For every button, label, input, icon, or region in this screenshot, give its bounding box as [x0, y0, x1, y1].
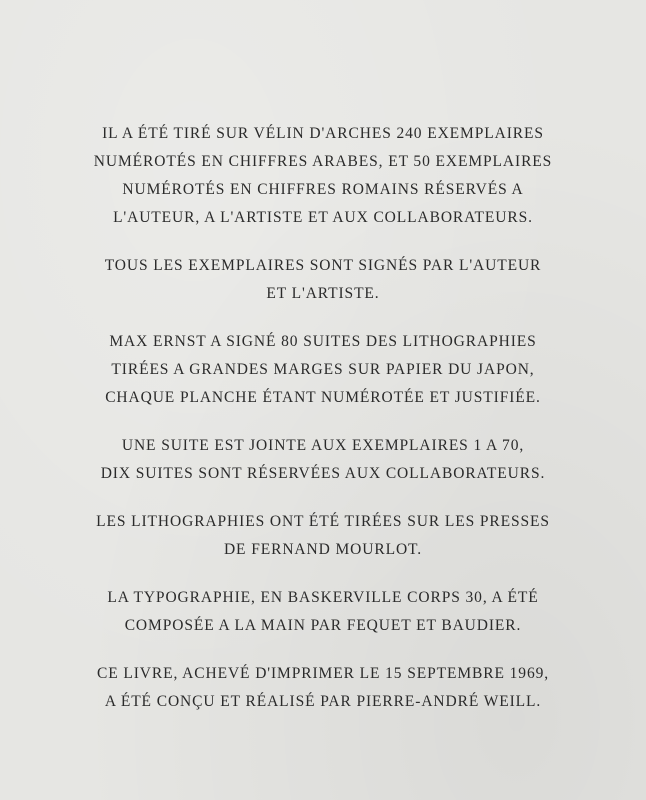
text-line: NUMÉROTÉS EN CHIFFRES ARABES, ET 50 EXEMPLAIRES	[93, 153, 553, 170]
paragraph-lithograph-suites	[63, 328, 583, 412]
paragraph-printer	[63, 508, 583, 564]
text-line: LES LITHOGRAPHIES ONT ÉTÉ TIRÉES SUR LES PRESSES	[96, 513, 550, 530]
text-line: CHAQUE PLANCHE ÉTANT NUMÉROTÉE ET JUSTIFIÉE.	[105, 389, 541, 406]
text-line: L'AUTEUR, A L'ARTISTE ET AUX COLLABORATEURS.	[113, 209, 533, 226]
text-line: ET L'ARTISTE.	[266, 285, 380, 302]
colophon-text-block	[63, 120, 583, 716]
paragraph-suite-distribution	[63, 432, 583, 488]
text-line: TIRÉES A GRANDES MARGES SUR PAPIER DU JAPON,	[111, 361, 535, 378]
text-line: DE FERNAND MOURLOT.	[223, 541, 423, 558]
text-line: A ÉTÉ CONÇU ET RÉALISÉ PAR PIERRE-ANDRÉ WEILL.	[104, 693, 542, 710]
text-line: TOUS LES EXEMPLAIRES SONT SIGNÉS PAR L'AUTEUR	[104, 257, 542, 274]
text-line: CE LIVRE, ACHEVÉ D'IMPRIMER LE 15 SEPTEMBRE 1969,	[96, 665, 550, 682]
text-line: MAX ERNST A SIGNÉ 80 SUITES DES LITHOGRAPHIES	[109, 333, 537, 350]
paragraph-signatures	[63, 252, 583, 308]
text-line: IL A ÉTÉ TIRÉ SUR VÉLIN D'ARCHES 240 EXEMPLAIRES	[102, 125, 544, 142]
text-line: DIX SUITES SONT RÉSERVÉES AUX COLLABORATEURS.	[100, 465, 546, 482]
text-line: COMPOSÉE A LA MAIN PAR FEQUET ET BAUDIER.	[124, 617, 522, 634]
paragraph-completion	[63, 660, 583, 716]
text-line: LA TYPOGRAPHIE, EN BASKERVILLE CORPS 30, A ÉTÉ	[107, 589, 539, 606]
paragraph-print-run	[63, 120, 583, 232]
text-line: UNE SUITE EST JOINTE AUX EXEMPLAIRES 1 A 70,	[121, 437, 525, 454]
paragraph-typography	[63, 584, 583, 640]
text-line: NUMÉROTÉS EN CHIFFRES ROMAINS RÉSERVÉS A	[122, 181, 524, 198]
